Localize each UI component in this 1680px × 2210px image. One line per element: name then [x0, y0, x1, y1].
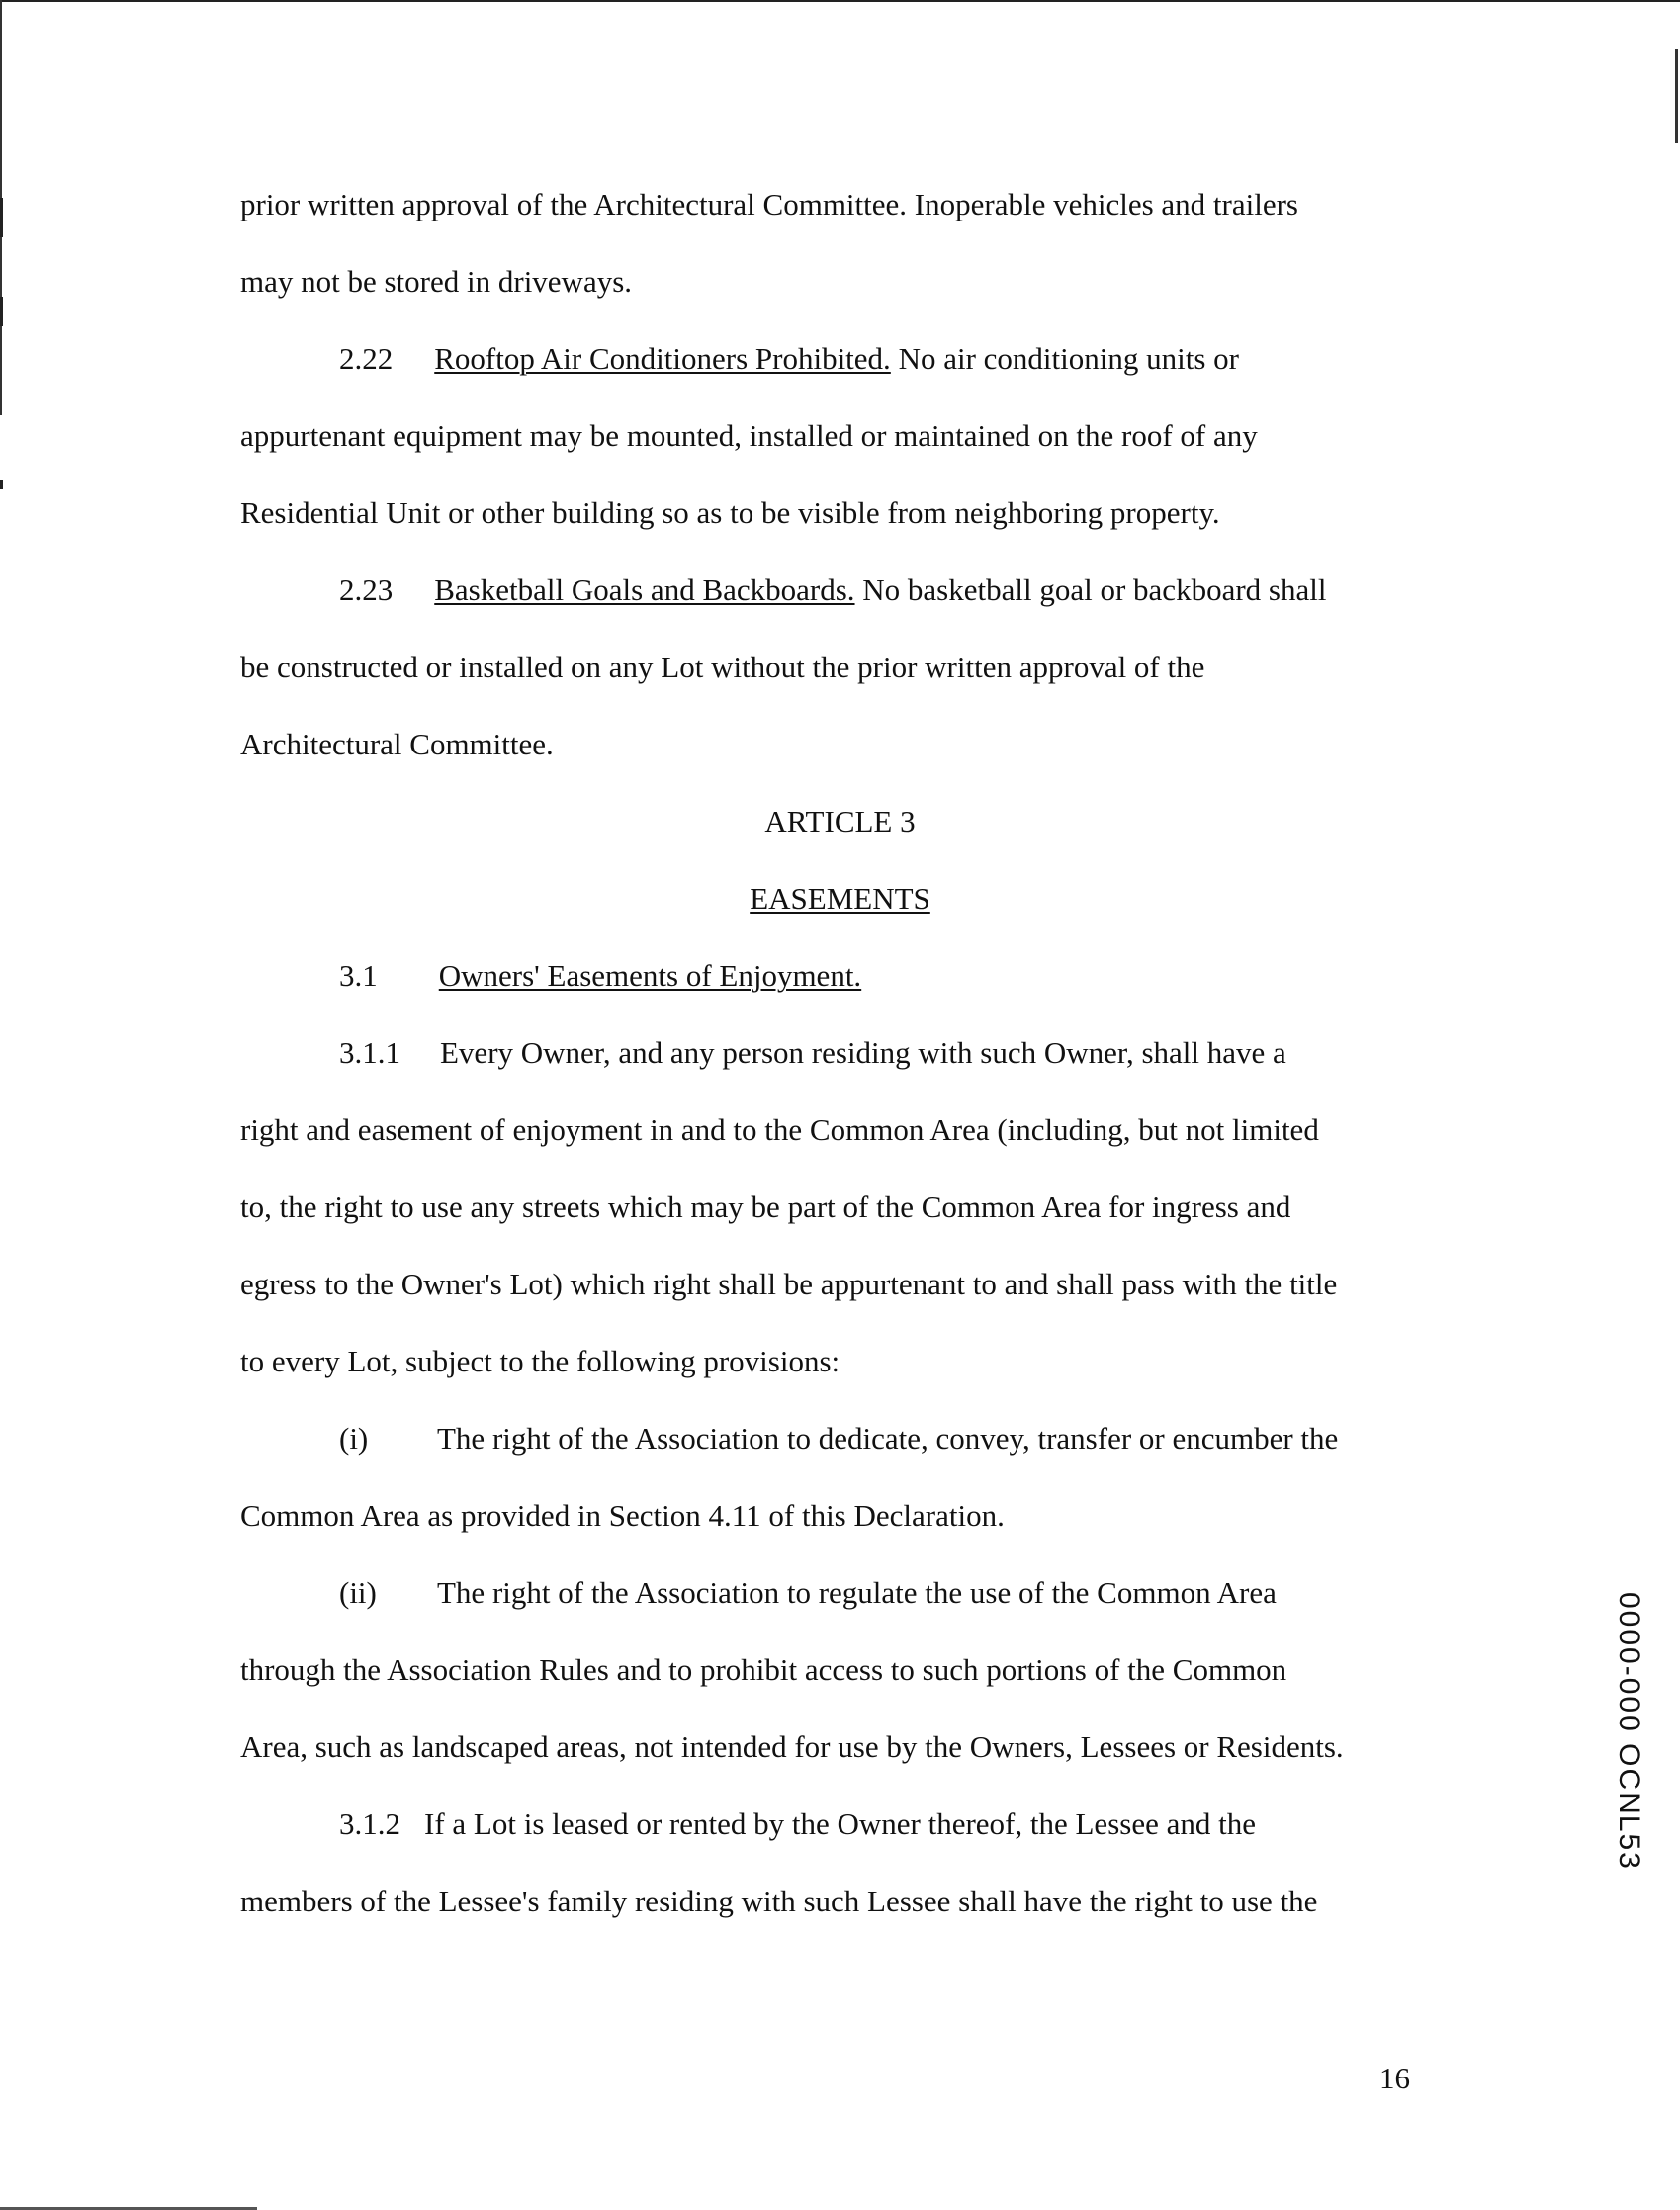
margin-stamp: 0000-000 OCNL53: [1613, 1592, 1645, 1871]
paragraph-line: egress to the Owner's Lot) which right shall be appurtenant to and shall pass with the title: [240, 1267, 1338, 1301]
section-number: 3.1: [339, 958, 378, 993]
paragraph-line: members of the Lessee's family residing with such Lessee shall have the right to use the: [240, 1884, 1318, 1918]
paragraph-line: be constructed or installed on any Lot without the prior written approval of the: [240, 650, 1205, 684]
page-number: 16: [1379, 2061, 1410, 2095]
item-text: The right of the Association to regulate the use of the Common Area: [437, 1575, 1277, 1610]
section-heading: Owners' Easements of Enjoyment.: [438, 958, 862, 993]
section-3-1-2-first-line: [339, 1805, 1256, 1844]
section-number: 3.1.1: [339, 1035, 400, 1070]
article-number: ARTICLE 3: [764, 804, 916, 839]
paragraph-line: to, the right to use any streets which may be part of the Common Area for ingress and: [240, 1190, 1291, 1224]
section-number: 2.23: [339, 573, 394, 607]
paragraph-line: appurtenant equipment may be mounted, installed or maintained on the roof of any: [240, 418, 1258, 453]
section-3-1-1-first-line: [339, 1033, 1286, 1073]
paragraph-line: right and easement of enjoyment in and to the Common Area (including, but not limited: [240, 1112, 1319, 1147]
paragraph-line: Common Area as provided in Section 4.11 of this Declaration.: [240, 1498, 1005, 1533]
section-heading: Rooftop Air Conditioners Prohibited.: [434, 341, 891, 376]
section-text: If a Lot is leased or rented by the Owner thereof, the Lessee and the: [424, 1807, 1256, 1841]
item-text: The right of the Association to dedicate, convey, transfer or encumber the: [437, 1421, 1339, 1456]
paragraph-line: Area, such as landscaped areas, not intended for use by the Owners, Lessees or Residents.: [240, 1729, 1344, 1764]
section-number: 2.22: [339, 341, 394, 376]
section-2-23-first-line: [339, 571, 1326, 610]
item-i-first-line: [339, 1419, 1338, 1459]
paragraph-line: Residential Unit or other building so as to be visible from neighboring property.: [240, 495, 1220, 530]
paragraph-line: may not be stored in driveways.: [240, 264, 633, 299]
paragraph-line: Architectural Committee.: [240, 727, 554, 761]
paragraph-line: prior written approval of the Architectural Committee. Inoperable vehicles and trailers: [240, 187, 1298, 221]
section-text: No air conditioning units or: [890, 341, 1239, 376]
section-text: Every Owner, and any person residing with such Owner, shall have a: [440, 1035, 1286, 1070]
item-marker: (ii): [339, 1575, 377, 1610]
article-title: [0, 879, 1680, 919]
section-text: No basketball goal or backboard shall: [854, 573, 1327, 607]
item-ii-first-line: [339, 1573, 1277, 1613]
item-marker: (i): [339, 1421, 369, 1456]
paragraph-line: to every Lot, subject to the following provisions:: [240, 1344, 840, 1378]
section-2-22-first-line: [339, 339, 1239, 379]
section-number: 3.1.2: [339, 1807, 400, 1841]
paragraph-line: through the Association Rules and to prohibit access to such portions of the Common: [240, 1652, 1287, 1687]
article-title-text: EASEMENTS: [750, 881, 930, 916]
section-3-1-heading-line: [339, 956, 861, 996]
section-heading: Basketball Goals and Backboards.: [434, 573, 855, 607]
